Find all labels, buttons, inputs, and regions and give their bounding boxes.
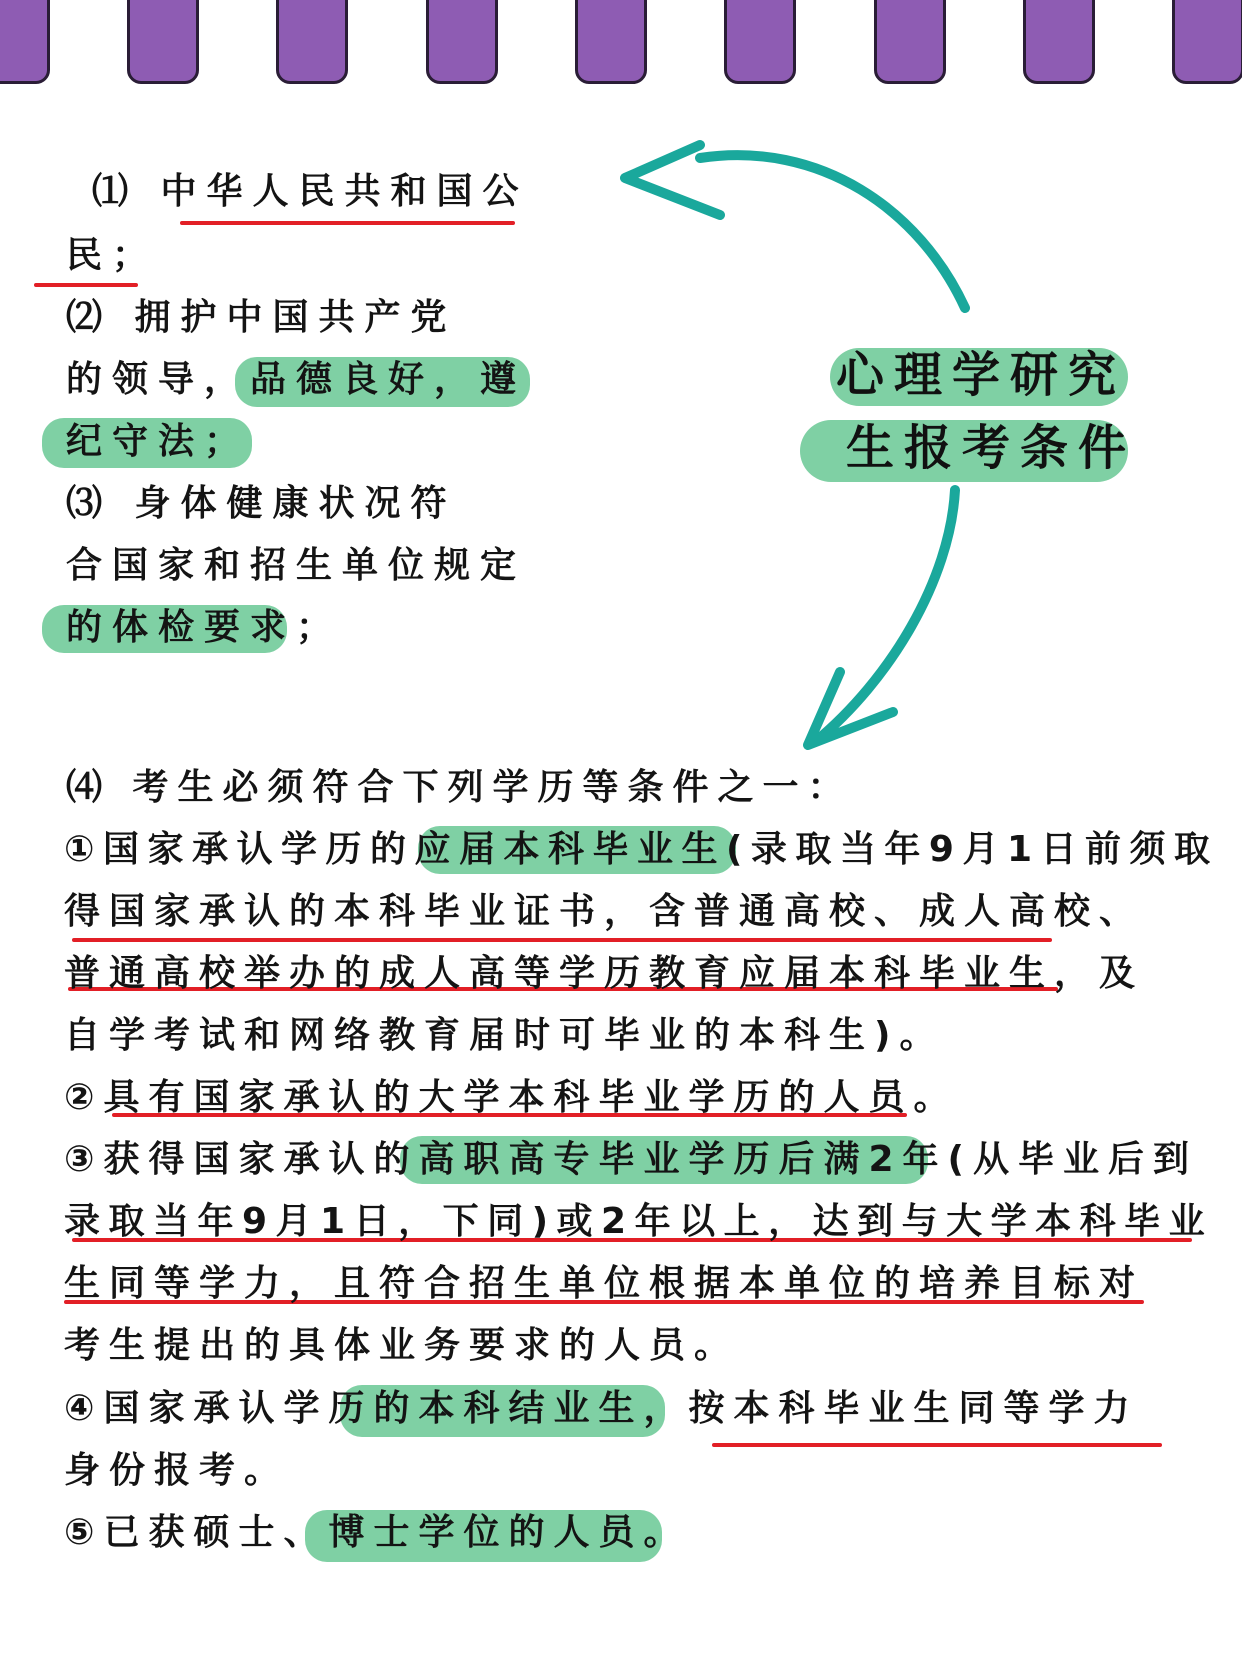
text-line: 自学考试和网络教育届时可毕业的本科生)。 <box>64 1015 945 1056</box>
text-line: 得国家承认的本科毕业证书，含普通高校、成人高校、 <box>64 891 1145 932</box>
text-line: ⑷ 考生必须符合下列学历等条件之一： <box>66 767 853 808</box>
title-line-1: 心理学研究 <box>836 347 1127 403</box>
red-underline <box>712 1443 1162 1447</box>
text-line: 普通高校举办的成人高等学历教育应届本科毕业生，及 <box>64 953 1145 994</box>
text-line: 录取当年9月1日，下同)或2年以上，达到与大学本科毕业 <box>64 1201 1214 1242</box>
text-line: 生同等学力，且符合招生单位根据本单位的培养目标对 <box>64 1263 1145 1304</box>
text-line: ⑵ 拥护中国共产党 <box>66 297 457 338</box>
text-line: 考生提出的具体业务要求的人员。 <box>64 1325 740 1366</box>
red-underline <box>34 283 138 287</box>
text-line: ①国家承认学历的应届本科毕业生(录取当年9月1日前须取 <box>64 829 1219 870</box>
text-line: ⑴ 中华人民共和国公 <box>92 171 529 212</box>
text-line: 身份报考。 <box>64 1450 290 1491</box>
text-line: ④国家承认学历的本科结业生，按本科毕业生同等学力 <box>64 1388 1139 1429</box>
red-underline <box>180 221 515 225</box>
text-line: ③获得国家承认的高职高专毕业学历后满2年(从毕业后到 <box>64 1139 1198 1180</box>
text-line: 民； <box>66 235 159 276</box>
title-line-2: 生报考条件 <box>846 420 1137 476</box>
text-line: ⑶ 身体健康状况符 <box>66 483 457 524</box>
text-line: 纪守法； <box>66 421 251 462</box>
text-line: ⑤已获硕士、博士学位的人员。 <box>64 1512 689 1553</box>
text-line: 的体检要求； <box>66 607 343 648</box>
text-line: 的领导，品德良好，遵 <box>66 359 527 400</box>
red-underline <box>72 938 1052 942</box>
text-line: 合国家和招生单位规定 <box>66 545 527 586</box>
text-line: ②具有国家承认的大学本科毕业学历的人员。 <box>64 1077 959 1118</box>
